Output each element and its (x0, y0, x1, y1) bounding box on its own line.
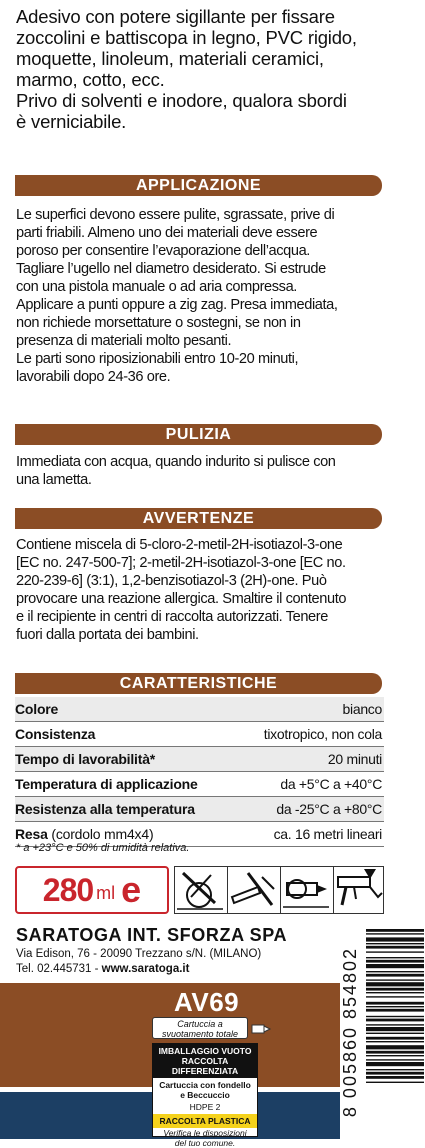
row-value: bianco (342, 701, 382, 717)
text-line: Immediata con acqua, quando indurito si pulisce con (16, 454, 336, 470)
barcode-number: 8 005860 854802 (340, 946, 360, 1118)
recycling-item-line: Cartuccia con fondello (159, 1080, 251, 1090)
recycling-note-line: Verifica le disposizioni (163, 1128, 247, 1138)
website-link[interactable]: www.saratoga.it (101, 963, 190, 975)
barcode-bar (366, 960, 424, 963)
recycling-item (153, 1078, 257, 1102)
apply-gun-icon (334, 867, 386, 913)
barcode-bar (366, 1059, 424, 1060)
barcode-bar (366, 988, 424, 991)
barcode-bar (366, 1027, 424, 1031)
recycling-header (153, 1044, 257, 1078)
text-line: e il recipiente in centri di raccolta autorizzati. Tenere (16, 609, 328, 625)
barcode-bar (366, 1062, 424, 1066)
barcode-bar (366, 974, 424, 977)
barcode-bar (366, 1045, 424, 1049)
text-line: poroso per consentire l’evaporazione dell’acqua. (16, 243, 310, 259)
intro-line: moquette, linoleum, materiali ceramici, (16, 48, 324, 69)
barcode-bars-icon (366, 925, 424, 1139)
row-label: Consistenza (15, 726, 96, 742)
text-line: lavorabili dopo 24-36 ore. (16, 369, 171, 385)
row-value: 20 minuti (327, 751, 382, 767)
table-row (15, 697, 384, 722)
barcode-bar (366, 996, 424, 997)
barcode (340, 925, 425, 1139)
barcode-bar (366, 943, 424, 944)
text-line: Le superfici devono essere pulite, sgrassate, prive di (16, 207, 335, 223)
usage-pictograms (174, 866, 384, 914)
barcode-bar (366, 1002, 424, 1005)
cut-tip-icon (175, 867, 228, 913)
barcode-bar (366, 933, 424, 934)
barcode-bar (366, 971, 424, 972)
recycling-note-line: del tuo comune. (174, 1138, 236, 1148)
barcode-bar (366, 1072, 424, 1075)
row-value: da -25°C a +80°C (276, 801, 382, 817)
pulizia-text (16, 453, 388, 489)
text-line: parti friabili. Almeno uno dei materiali deve essere (16, 225, 318, 241)
row-value: tixotropico, non cola (263, 726, 382, 742)
intro-line: è verniciabile. (16, 111, 127, 132)
barcode-bar (366, 1055, 424, 1056)
cut-nozzle-icon (228, 867, 281, 913)
cartridge-badge (152, 1017, 248, 1039)
text-line: Contiene miscela di 5-cloro-2-metil-2H-isotiazol-3-one (16, 537, 343, 553)
section-header-applicazione: APPLICAZIONE (15, 175, 382, 196)
insert-cartridge-icon (281, 867, 334, 913)
barcode-bar (366, 1076, 424, 1079)
footnote: * a +23°C e 50% di umidità relativa. (16, 842, 190, 854)
recycling-label (152, 1043, 258, 1148)
recycling-header-line: RACCOLTA DIFFERENZIATA (171, 1056, 239, 1076)
barcode-bar (366, 979, 424, 980)
barcode-bar (366, 964, 424, 968)
text-line: non richiede morsettature o sostegni, se non in (16, 315, 301, 331)
row-label: Tempo di lavorabilità* (15, 751, 156, 767)
recycling-item-line: e Beccuccio (180, 1090, 230, 1100)
barcode-bar (366, 1019, 424, 1022)
barcode-bar (366, 992, 424, 993)
capacity-number: 280 (42, 871, 94, 908)
text-line: fuori dalla portata dei bambini. (16, 627, 199, 643)
row-label (15, 826, 153, 842)
barcode-bar (366, 1069, 424, 1070)
address-line: Via Edison, 76 - 20090 Trezzano s/N. (MILANO) (16, 948, 262, 960)
cartridge-icon (250, 1019, 272, 1039)
text-line: con una pistola manuale o ad aria compressa. (16, 279, 297, 295)
text-line: una lametta. (16, 472, 92, 488)
product-description (16, 6, 416, 132)
intro-line: marmo, cotto, ecc. (16, 69, 165, 90)
barcode-bar (366, 951, 424, 952)
phone-text: Tel. 02.445731 - (16, 963, 102, 975)
intro-line: Privo di solventi e inodore, qualora sbordi (16, 90, 347, 111)
row-label: Temperatura di applicazione (15, 776, 198, 792)
row-value: ca. 16 metri lineari (273, 826, 382, 842)
barcode-bar (366, 1051, 424, 1054)
badge-line: Cartuccia a (177, 1019, 223, 1029)
avvertenze-text (16, 536, 388, 644)
section-header-avvertenze: AVVERTENZE (15, 508, 382, 529)
barcode-bar (366, 937, 424, 941)
row-label: Resistenza alla temperatura (15, 801, 195, 817)
product-code: AV69 (174, 987, 240, 1017)
barcode-bar (366, 946, 424, 949)
recycling-material: HDPE 2 (189, 1102, 221, 1112)
badge-line: svuotamento totale (161, 1029, 239, 1039)
barcode-bar (366, 1006, 424, 1007)
row-label-text: Resa (15, 826, 48, 842)
barcode-bar (366, 1016, 424, 1017)
company-name: SARATOGA INT. SFORZA SPA (16, 925, 288, 945)
barcode-bar (366, 1037, 424, 1040)
text-line: 220-239-6] (3:1), 1,2-benzisotiazol-3 (2H)-one. Può (16, 573, 327, 589)
applicazione-text (16, 206, 388, 386)
section-header-caratteristiche: CARATTERISTICHE (15, 673, 382, 694)
text-line: provocare una reazione allergica. Smaltire il contenuto (16, 591, 347, 607)
intro-line: zoccolini e battiscopa in legno, PVC rigido, (16, 27, 357, 48)
capacity-box (15, 866, 169, 914)
section-header-pulizia: PULIZIA (15, 424, 382, 445)
table-row (15, 722, 384, 747)
barcode-bar (366, 1009, 424, 1012)
text-line: Applicare a punti oppure a zig zag. Presa immediata, (16, 297, 338, 313)
barcode-bar (366, 957, 424, 958)
recycling-note (153, 1128, 257, 1148)
row-label: Colore (15, 701, 59, 717)
text-line: presenza di materiali molto pesanti. (16, 333, 232, 349)
row-label-note: (cordolo mm4x4) (51, 826, 154, 842)
contact-line (16, 962, 261, 977)
capacity-unit: ml (96, 882, 116, 903)
recycling-header-line: IMBALLAGGIO VUOTO (158, 1046, 252, 1056)
text-line: [EC no. 247-500-7]; 2-metil-2H-isotiazol-3-one [EC no. (16, 555, 346, 571)
barcode-bar (366, 1033, 424, 1034)
barcode-bar (366, 1041, 424, 1042)
characteristics-table (15, 697, 384, 847)
barcode-digits (340, 925, 364, 1139)
barcode-bar (366, 982, 424, 986)
table-row (15, 772, 384, 797)
table-row (15, 747, 384, 772)
recycling-collection: RACCOLTA PLASTICA (153, 1114, 257, 1128)
text-line: Tagliare l’ugello nel diametro desiderato. Si estrude (16, 261, 326, 277)
barcode-bar (366, 1082, 424, 1083)
company-address (16, 947, 261, 977)
barcode-bar (366, 929, 424, 932)
barcode-bar (366, 1024, 424, 1025)
table-row (15, 797, 384, 822)
text-line: Le parti sono riposizionabili entro 10-20 minuti, (16, 351, 299, 367)
intro-line: Adesivo con potere sigillante per fissare (16, 6, 335, 27)
estimated-e-mark-icon: e (121, 869, 142, 910)
row-value: da +5°C a +40°C (280, 776, 382, 792)
